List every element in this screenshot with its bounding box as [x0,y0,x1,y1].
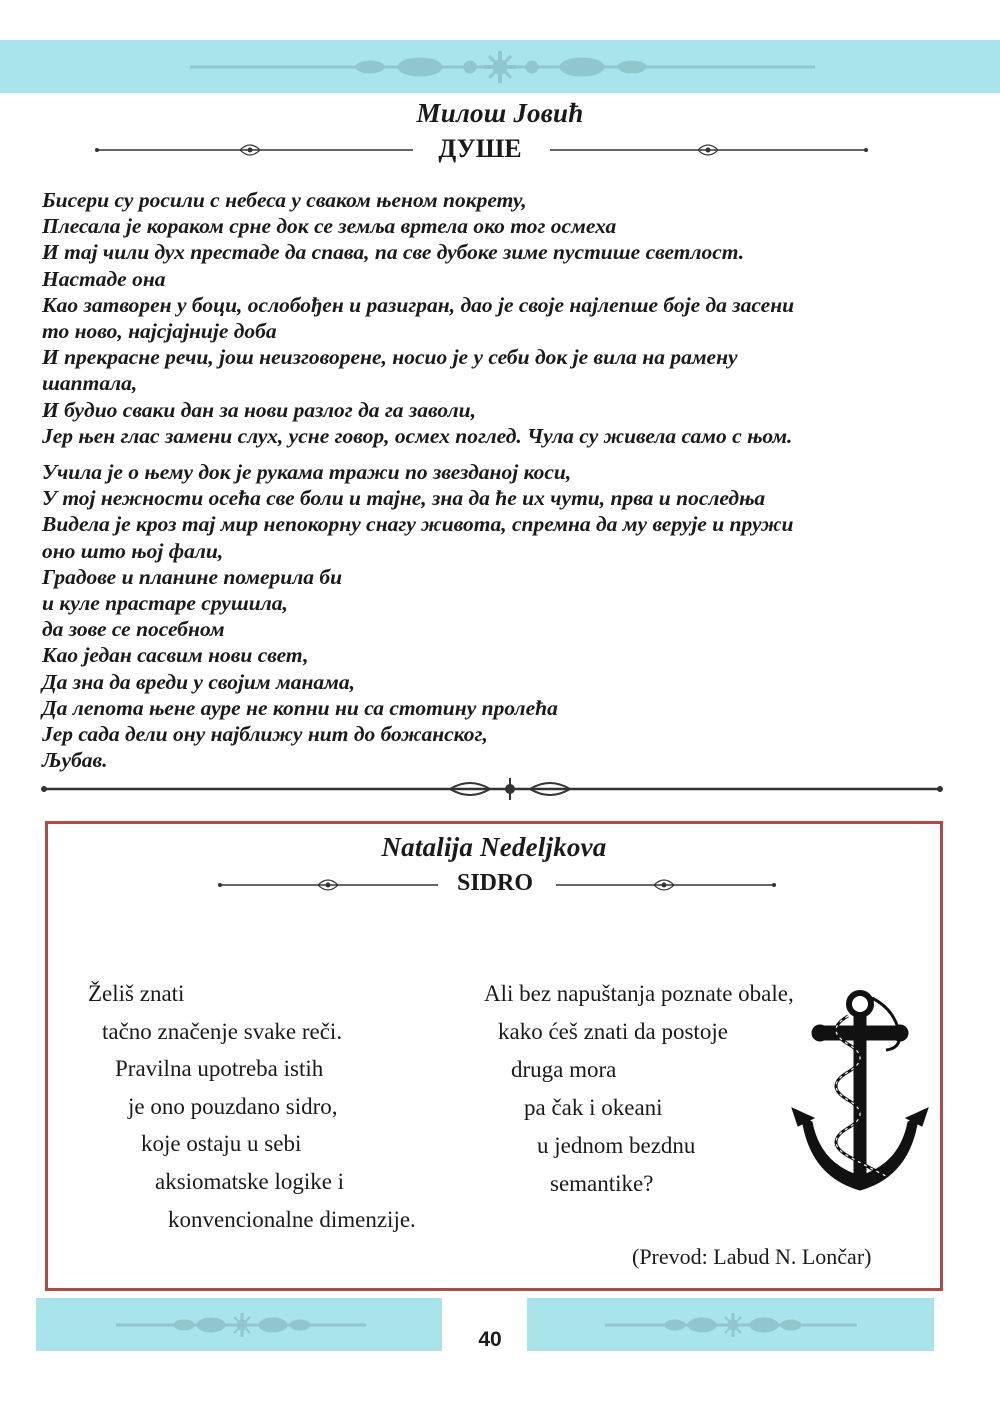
top-decorative-band [0,40,1000,93]
poem2-left-line: je ono pouzdano sidro, [128,1094,338,1119]
anchor-icon [790,986,930,1206]
page-number: 40 [478,1328,502,1351]
poem-line: Бисери су росили с небеса у сваком њеном покрету, [42,188,527,212]
poem-line: шаптала, [42,371,138,396]
flourish-ornament-icon [0,40,1000,93]
poem-line: оно што њој фали, [42,538,224,563]
poem-line: Јер сада дели ону најближу нит до божанског, [42,722,488,747]
poem-line: да зове се посебном [42,617,225,642]
flourish-ornament-icon [36,1298,442,1351]
poem-line: Учила је о њему док је рукама тражи по звезданој коси, [42,460,572,485]
poem2-right-line: Ali bez napuštanja poznate obale, [484,981,794,1006]
poem2-right-line: druga mora [511,1057,617,1082]
poem-line: Настаде она [42,266,166,291]
poem2-right-line: pa čak i okeani [524,1095,663,1120]
poem1-author: Милош Јовић [416,98,584,128]
poem-line: У тој нежности осећа све боли и тајне, зна да ће их чути, прва и последња [42,486,766,511]
poem-line: И прекрасне речи, још неизговорене, носио је у себи док је вила на рамену [42,345,738,370]
poem2-right-line: semantike? [550,1171,654,1196]
poem-line: и куле прастаре срушила, [42,591,288,616]
poem-line: Да зна да вреди у својим манама, [42,669,355,694]
poem2-left-line: tačno značenje svake reči. [102,1019,343,1044]
poem2-left-line: koje ostaju u sebi [141,1131,302,1156]
poem-line: Као један сасвим нови свет, [42,643,309,668]
poem-line: Градове и планине померила би [42,564,343,589]
bottom-decorative-band-left [36,1298,442,1351]
poem-line: то ново, најсјајније доба [42,319,277,344]
translator-credit: (Prevod: Labud N. Lončar) [632,1244,872,1269]
poem2-author: Natalija Nedeljkova [381,832,607,862]
poem-line: Видела је кроз тај мир непокорну снагу живота, спремна да му верује и пружи [42,512,794,537]
poem-line: И будио сваки дан за нови разлог да га заволи, [42,397,476,422]
poem2-left-line: Želiš znati [88,981,185,1006]
poem2-left-line: konvencionalne dimenzije. [168,1207,416,1232]
flourish-ornament-icon [218,875,440,895]
poem2-left-line: Pravilna upotreba istih [115,1056,324,1081]
poem-line: Као затворен у боци, ослобођен и разигран, дао је своје најлепше боје да засени [42,292,795,317]
poem1-stanza-1 [42,187,962,449]
section-divider [40,776,945,802]
poem-line: Јер њен глас замени слух, усне говор, осмех поглед. Чула су живела само с њом. [42,423,793,448]
poem2-left-line: aksiomatske logike i [155,1169,345,1194]
poem1-stanza-2 [42,459,962,773]
flourish-ornament-icon [548,140,868,160]
sidro-poem-box [45,821,943,1291]
poem-line: И тај чили дух престаде да спава, па све дубоке зиме пустише светлост. [42,240,745,265]
poem2-right-line: u jednom bezdnu [537,1133,696,1158]
poem-line: Да лепота њене ауре не копни ни са стотину пролећа [42,695,558,720]
poem1-body [42,187,962,773]
poem2-right-line: kako ćeš znati da postoje [498,1019,728,1044]
bottom-decorative-band-right [527,1298,934,1351]
flourish-ornament-icon [95,140,415,160]
poem1-title: ДУШЕ [438,134,522,163]
flourish-ornament-icon [554,875,776,895]
poem-line: Љубав. [42,748,108,773]
flourish-ornament-icon [527,1298,934,1351]
poem2-title: SIDRO [456,870,534,896]
poem-line: Плесала је кораком срне док се земља вртела око тог осмеха [42,214,617,239]
